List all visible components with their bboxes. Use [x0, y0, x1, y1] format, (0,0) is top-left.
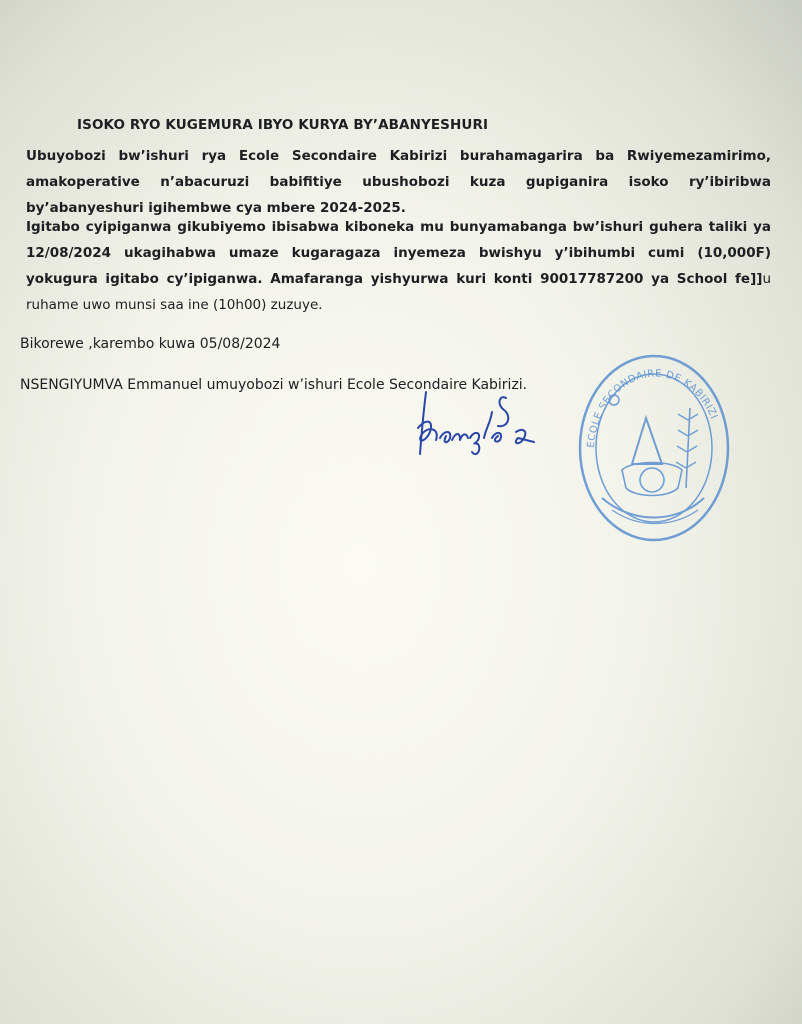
tender-details-main: Igitabo cyipiganwa gikubiyemo ibisabwa kiboneka mu bunyamabanga bw’ishuri guhera taliki ya 12/08/2024 ukagihabwa umaze kugaragaza inyemeza bwishyu y’ibihumbi cumi (10,000F) yokugura igitabo cy’ipiganwa. Amafaranga yishyurwa kuri konti 90017787200 ya School fe]] [26, 219, 771, 287]
tender-details-tail: u ruhame uwo munsi saa ine (10h00) zuzuye. [26, 271, 771, 313]
document-title: ISOKO RYO KUGEMURA IBYO KURYA BY’ABANYESHURI [77, 117, 489, 133]
paragraph-tender-details [26, 214, 771, 318]
handwritten-signature [412, 388, 542, 460]
date-line: Bikorewe ,karembo kuwa 05/08/2024 [20, 336, 281, 352]
paragraph-invitation: Ubuyobozi bw’ishuri rya Ecole Secondaire Kabirizi burahamagarira ba Rwiyemezamirimo, amakoperative n’abacuruzi babifitiye ubushobozi kuza gupiganira isoko ry’ibiribwa by’abanyeshuri igihembwe cya mbere 2024-2025. [26, 148, 771, 216]
stamp-text: ECOLE SECONDAIRE DE KABIRIZI [585, 368, 720, 449]
school-stamp [572, 348, 730, 544]
signatory-line: NSENGIYUMVA Emmanuel umuyobozi w’ishuri Ecole Secondaire Kabirizi. [20, 377, 528, 393]
